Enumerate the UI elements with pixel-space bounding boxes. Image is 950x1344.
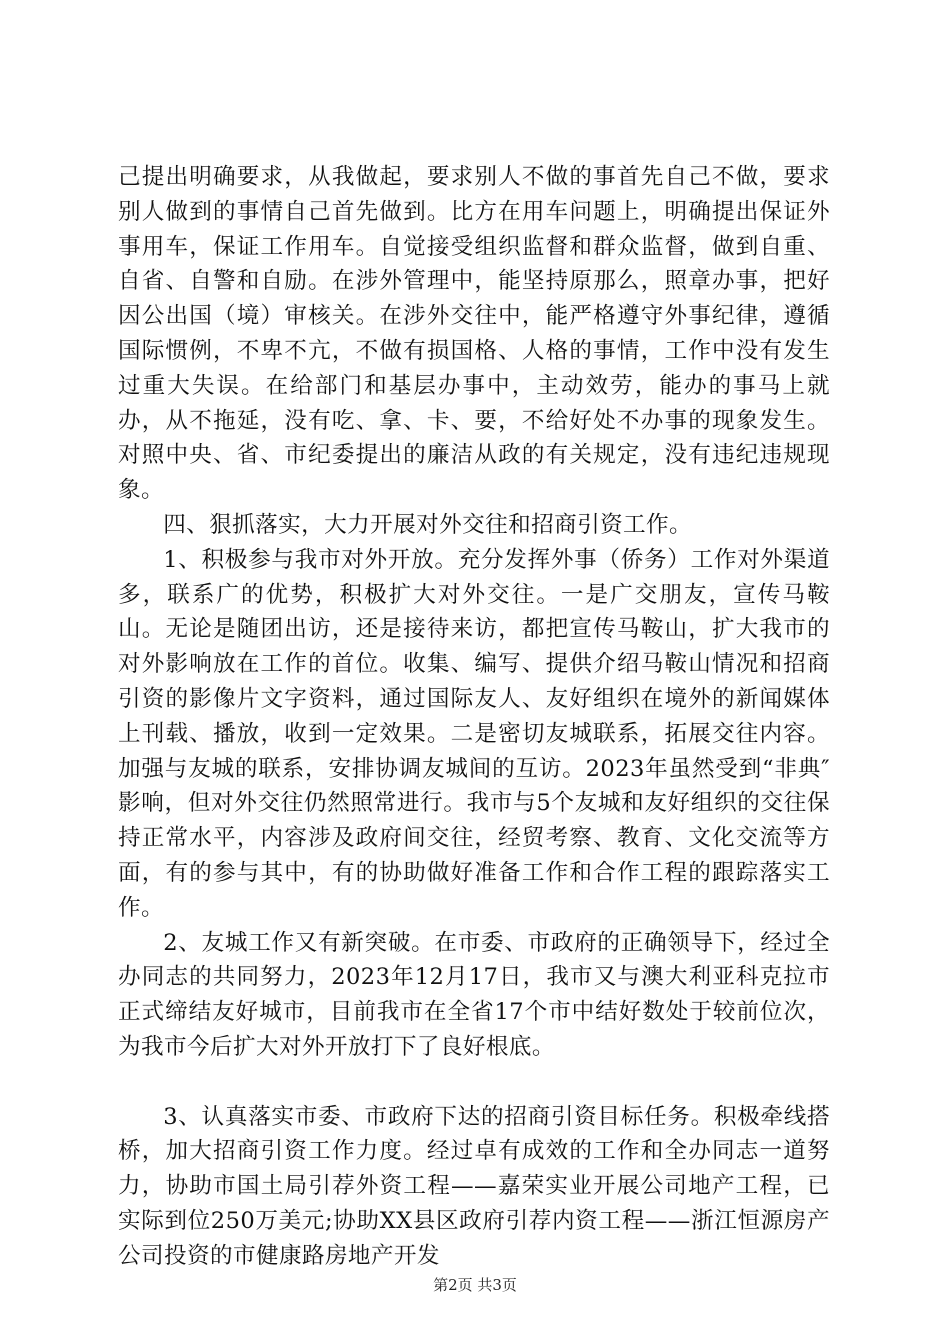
paragraph-sister-city: 2、友城工作又有新突破。在市委、市政府的正确领导下，经过全办同志的共同努力，2023年12月17日，我市又与澳大利亚科克拉市正式缔结友好城市，目前我市在全省17个市中结好数处于较前位次，为我市今后扩大对外开放打下了良好根底。 (118, 929, 830, 1060)
page-footer: 第2页 共3页 (433, 1276, 517, 1294)
paragraph-opening-up: 1、积极参与我市对外开放。充分发挥外事（侨务）工作对外渠道多，联系广的优势，积极扩大对外交往。一是广交朋友，宣传马鞍山。无论是随团出访，还是接待来访，都把宣传马鞍山，扩大我市的对外影响放在工作的首位。收集、编写、提供介绍马鞍山情况和招商引资的影像片文字资料，通过国际友人、友好组织在境外的新闻媒体上刊载、播放，收到一定效果。二是密切友城联系，拓展交往内容。加强与友城的联系，安排协调友城间的互访。2023年虽然受到“非典″影响，但对外交往仍然照常进行。我市与5个友城和友好组织的交往保持正常水平，内容涉及政府间交往，经贸考察、教育、文化交流等方面，有的参与其中，有的协助做好准备工作和合作工程的跟踪落实工作。 (118, 546, 830, 921)
paragraph-integrity: 己提出明确要求，从我做起，要求别人不做的事首先自己不做，要求别人做到的事情自己首先做到。比方在用车问题上，明确提出保证外事用车，保证工作用车。自觉接受组织监督和群众监督，做到自重、自省、自警和自励。在涉外管理中，能坚持原那么，照章办事，把好因公出国（境）审核关。在涉外交往中，能严格遵守外事纪律，遵循国际惯例，不卑不亢，不做有损国格、人格的事情，工作中没有发生过重大失误。在给部门和基层办事中，主动效劳，能办的事马上就办，从不拖延，没有吃、拿、卡、要，不给好处不办事的现象发生。对照中央、省、市纪委提出的廉洁从政的有关规定，没有违纪违规现象。 (118, 164, 830, 504)
paragraph-investment: 3、认真落实市委、市政府下达的招商引资目标任务。积极牵线搭桥，加大招商引资工作力度。经过卓有成效的工作和全办同志一道努力，协助市国土局引荐外资工程——嘉荣实业开展公司地产工程，已实际到位250万美元;协助XX县区政府引荐内资工程——浙江恒源房产公司投资的市健康路房地产开发 (118, 1103, 830, 1269)
section-heading-four: 四、狠抓落实，大力开展对外交往和招商引资工作。 (163, 511, 693, 538)
document-body (118, 160, 830, 1274)
